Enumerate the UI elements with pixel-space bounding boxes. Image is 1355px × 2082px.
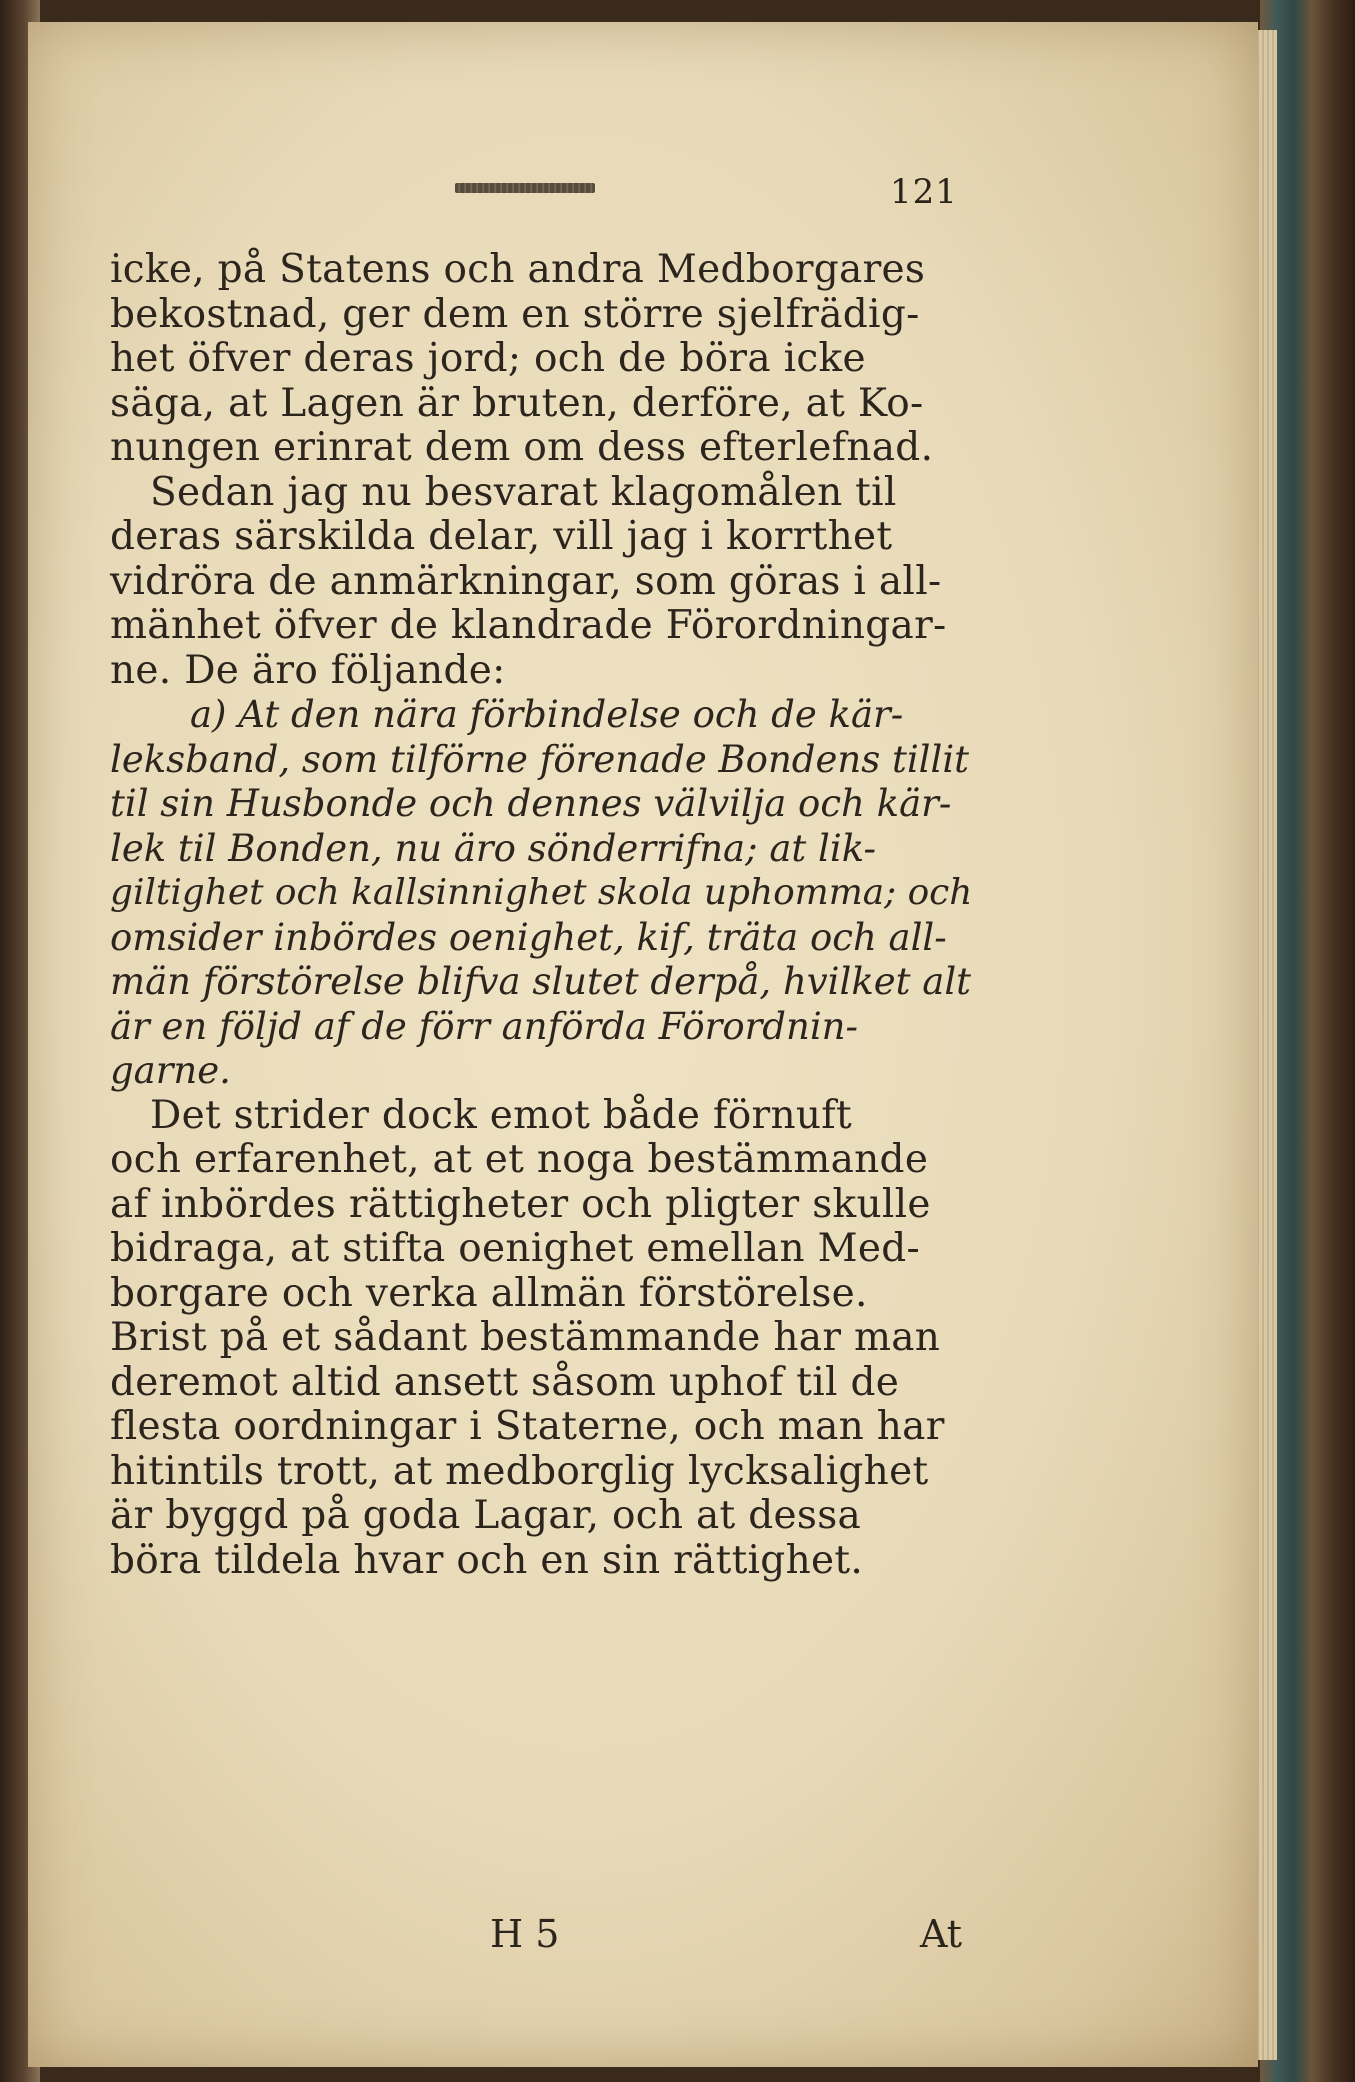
text-line: ne. De äro följande: xyxy=(110,647,506,693)
text-line: lek til Bonden, nu äro sönderrifna; at lik- xyxy=(110,826,876,870)
printer-signature-mark: H 5 xyxy=(490,1912,560,1956)
catchword: At xyxy=(920,1912,963,1956)
text-line: böra tildela hvar och en sin rättighet. xyxy=(110,1537,864,1583)
text-line: leksband, som tilförne förenade Bondens tillit xyxy=(110,737,970,781)
text-line: til sin Husbonde och dennes välvilja och kär- xyxy=(110,782,952,825)
text-line: Det strider dock emot både förnuft xyxy=(150,1092,852,1138)
text-line: deras särskilda delar, vill jag i korrthet xyxy=(110,514,893,559)
text-line: Sedan jag nu besvarat klagomålen til xyxy=(150,469,897,515)
text-line: bidraga, at stifta oenighet emellan Med- xyxy=(110,1226,920,1271)
text-line: säga, at Lagen är bruten, derföre, at Ko- xyxy=(110,380,924,426)
text-line: a) At den nära förbindelse och de kär- xyxy=(190,693,904,736)
text-line: giltighet och kallsinnighet skola uphomma; och xyxy=(110,872,973,913)
text-line: deremot altid ansett såsom uphof til de xyxy=(110,1359,900,1405)
text-line: icke, på Statens och andra Medborgares xyxy=(110,247,926,292)
page-stack-edge xyxy=(1255,30,1277,2060)
text-line: af inbördes rättigheter och pligter skulle xyxy=(110,1181,931,1227)
page-number: 121 xyxy=(890,172,958,212)
text-line: Brist på et sådant bestämmande har man xyxy=(110,1315,941,1360)
text-line: garne. xyxy=(110,1049,231,1092)
text-line: män förstörelse blifva slutet derpå, hvilket alt xyxy=(110,960,972,1003)
text-line: bekostnad, ger dem en större sjelfrädig- xyxy=(110,291,920,337)
text-line: och erfarenhet, at et noga bestämmande xyxy=(110,1137,929,1182)
body-text xyxy=(110,248,990,1583)
header-ornament-rule xyxy=(455,183,595,193)
text-line: är en följd af de förr anförda Förordnin- xyxy=(110,1004,858,1048)
text-line: nungen erinrat dem om dess efterlefnad. xyxy=(110,425,934,470)
text-line: borgare och verka allmän förstörelse. xyxy=(110,1270,868,1316)
text-line: är byggd på goda Lagar, och at dessa xyxy=(110,1493,862,1538)
text-line: het öfver deras jord; och de böra icke xyxy=(110,336,866,381)
text-line: flesta oordningar i Staterne, och man har xyxy=(110,1404,945,1449)
text-line: vidröra de anmärkningar, som göras i all- xyxy=(110,558,942,604)
text-line: hitintils trott, at medborglig lycksalighet xyxy=(110,1448,929,1494)
text-line: omsider inbördes oenighet, kif, träta och all- xyxy=(110,915,947,959)
text-line: mänhet öfver de klandrade Förordningar- xyxy=(110,603,947,648)
